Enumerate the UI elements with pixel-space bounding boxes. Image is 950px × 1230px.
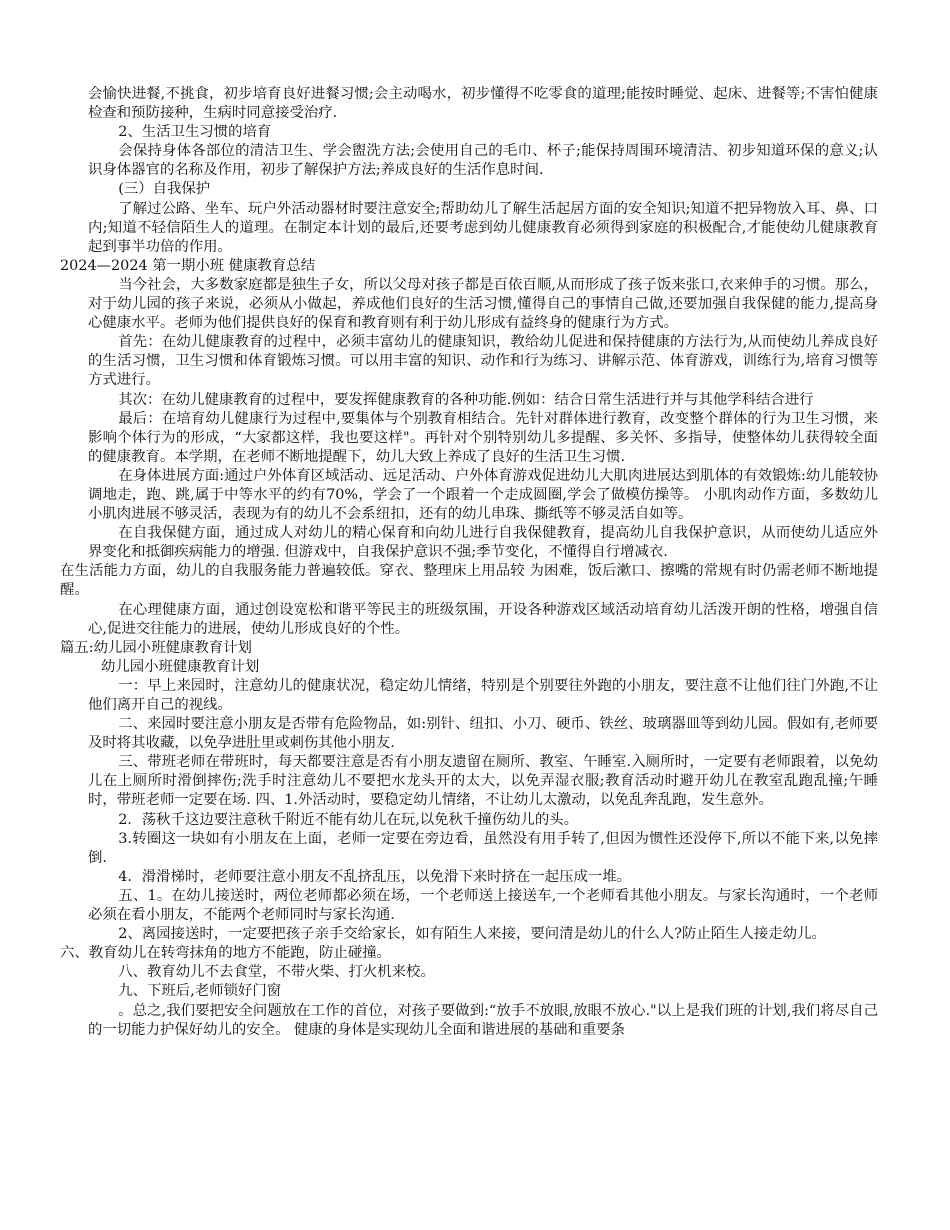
section-heading-plan: 篇五:幼儿园小班健康教育计划 (60, 639, 252, 656)
paragraph-9: 其次：在幼儿健康教育的过程中，要发挥健康教育的各种功能.例如：结合日常生活进行并与其他学科结合进行 (118, 391, 814, 408)
paragraph-27: 九、下班后,老师锁好门窗 (118, 983, 282, 1000)
paragraph-8: 首先：在幼儿健康教育的过程中，必须丰富幼儿的健康知识，教给幼儿促进和保持健康的方法行为,从而使幼儿养成良好的生活习惯，卫生习惯和体育锻炼习惯。可以用丰富的知识、动作和行为练习、讲解示范、体育游戏，训练行为,培育习惯等方式进行。 (88, 334, 878, 389)
paragraph-24: 2、离园接送时，一定要把孩子亲手交给家长，如有陌生人来接，要问清是幼儿的什么人?防止陌生人接走幼儿。 (118, 926, 826, 943)
paragraph-19: 三、带班老师在带班时，每天都要注意是否有小朋友遗留在厕所、教室、午睡室.入厕所时，一定要有老师跟着，以免幼儿在上厕所时滑倒摔伤;洗手时注意幼儿不要把水龙头开的太大，以免弄湿衣服;教育活动时避开幼儿在教室乱跑乱撞;午睡时，带班老师一定要在场. 四、1.外活动时，要稳定幼儿情绪，不让幼儿太激动，以免乱奔乱跑，发生意外。 (88, 754, 878, 809)
section-heading-summary: 2024—2024 第一期小班 健康教育总结 (60, 257, 316, 274)
paragraph-5: 了解过公路、坐车、玩户外活动器材时要注意安全;帮助幼儿了解生活起居方面的安全知识;知道不把异物放入耳、鼻、口内;知道不轻信陌生人的道理。在制定本计划的最后,还要考虑到幼儿健康教育必须得到家庭的积极配合,才能使幼儿健康教育起到事半功倍的作用。 (88, 200, 878, 255)
paragraph-2: 2、生活卫生习惯的培育 (118, 124, 272, 141)
paragraph-7: 当今社会，大多数家庭都是独生子女，所以父母对孩子都是百依百顺,从而形成了孩子饭来张口,衣来伸手的习惯。那么，对于幼儿园的孩子来说，必须从小做起，养成他们良好的生活习惯,懂得自己的事情自己做,还要加强自我保健的能力,提高身心健康水平。老师为他们提供良好的保育和教育则有利于幼儿形成有益终身的健康行为方式。 (88, 276, 878, 332)
subheading-plan: 幼儿园小班健康教育计划 (100, 658, 260, 675)
paragraph-13: 在生活能力方面，幼儿的自我服务能力普遍较低。穿衣、整理床上用品较 为困难，饭后漱口、擦嘴的常规有时仍需老师不断地提醒。 (60, 563, 878, 599)
paragraph-1: 会愉快进餐,不挑食，初步培育良好进餐习惯;会主动喝水，初步懂得不吃零食的道理;能按时睡觉、起床、进餐等;不害怕健康检查和预防接种，生病时同意接受治疗. (88, 86, 878, 122)
paragraph-26: 八、教育幼儿不去食堂，不带火柴、打火机来校。 (118, 964, 435, 981)
paragraph-4: (三）自我保护 (118, 181, 211, 198)
paragraph-22: 4．滑滑梯时，老师要注意小朋友不乱挤乱压，以免滑下来时挤在一起压成一堆。 (118, 868, 632, 885)
paragraph-12: 在自我保健方面，通过成人对幼儿的精心保育和向幼儿进行自我保健教育，提高幼儿自我保护意识，从而使幼儿适应外界变化和抵御疾病能力的增强. 但游戏中，自我保护意识不强;季节变化，不懂得自行增减衣. (88, 525, 878, 561)
paragraph-23: 五、1。在幼儿接送时，两位老师都必须在场，一个老师送上接送车,一个老师看其他小朋友。与家长沟通时，一个老师必须在看小朋友，不能两个老师同时与家长沟通. (88, 887, 878, 924)
paragraph-14: 在心理健康方面，通过创设宽松和谐平等民主的班级氛围，开设各种游戏区域活动培育幼儿活泼开朗的性格，增强自信心,促进交往能力的进展，使幼儿形成良好的个性。 (88, 601, 878, 637)
paragraph-25: 六、教育幼儿在转弯抹角的地方不能跑，防止碰撞。 (60, 945, 391, 962)
paragraph-3: 会保持身体各部位的清洁卫生、学会盥洗方法;会使用自己的毛巾、杯子;能保持周围环境清洁、初步知道环保的意义;认识身体器官的名称及作用，初步了解保护方法;养成良好的生活作息时间. (88, 143, 878, 179)
paragraph-28: 。总之,我们要把安全问题放在工作的首位，对孩子要做到:“放手不放眼,放眼不放心."以上是我们班的计划,我们将尽自己的一切能力护保好幼儿的安全。 健康的身体是实现幼儿全面和谐进展的基础和重要条 (88, 1002, 878, 1038)
paragraph-18: 二、来园时要注意小朋友是否带有危险物品，如:别针、纽扣、小刀、硬币、铁丝、玻璃器皿等到幼儿园。假如有,老师要及时将其收藏，以免孕进肚里或刺伤其他小朋友. (88, 716, 878, 752)
paragraph-11: 在身体进展方面:通过户外体育区域活动、远足活动、户外体育游戏促进幼儿大肌肉进展达到肌体的有效锻炼:幼儿能较协调地走，跑、跳,属于中等水平的约有70%，学会了一个跟着一个走成圆圈,学会了做模仿操等。 小肌肉动作方面，多数幼儿小肌肉进展不够灵活，表现为有的幼儿不会系纽扣，还有的幼儿串珠、撕纸等不够灵活自如等。 (88, 467, 878, 523)
paragraph-21: 3.转圈这一块如有小朋友在上面，老师一定要在旁边看，虽然没有用手转了,但因为惯性还没停下,所以不能下来,以免摔倒. (88, 830, 878, 866)
paragraph-17: 一：早上来园时，注意幼儿的健康状况，稳定幼儿情绪，特别是个别要往外跑的小朋友，要注意不让他们往门外跑,不让他们离开自己的视线。 (88, 677, 878, 713)
paragraph-10: 最后：在培育幼儿健康行为过程中,要集体与个别教育相结合。先针对群体进行教育，改变整个群体的行为卫生习惯，来影响个体行为的形成，“大家都这样，我也要这样"。再针对个别特别幼儿多提醒、多关怀、多指导，使整体幼儿获得较全面的健康教育。本学期，在老师不断地提醒下，幼儿大致上养成了良好的生活卫生习惯. (88, 410, 878, 465)
paragraph-20: 2．荡秋千这边要注意秋千附近不能有幼儿在玩,以免秋千撞伤幼儿的头。 (118, 811, 579, 828)
